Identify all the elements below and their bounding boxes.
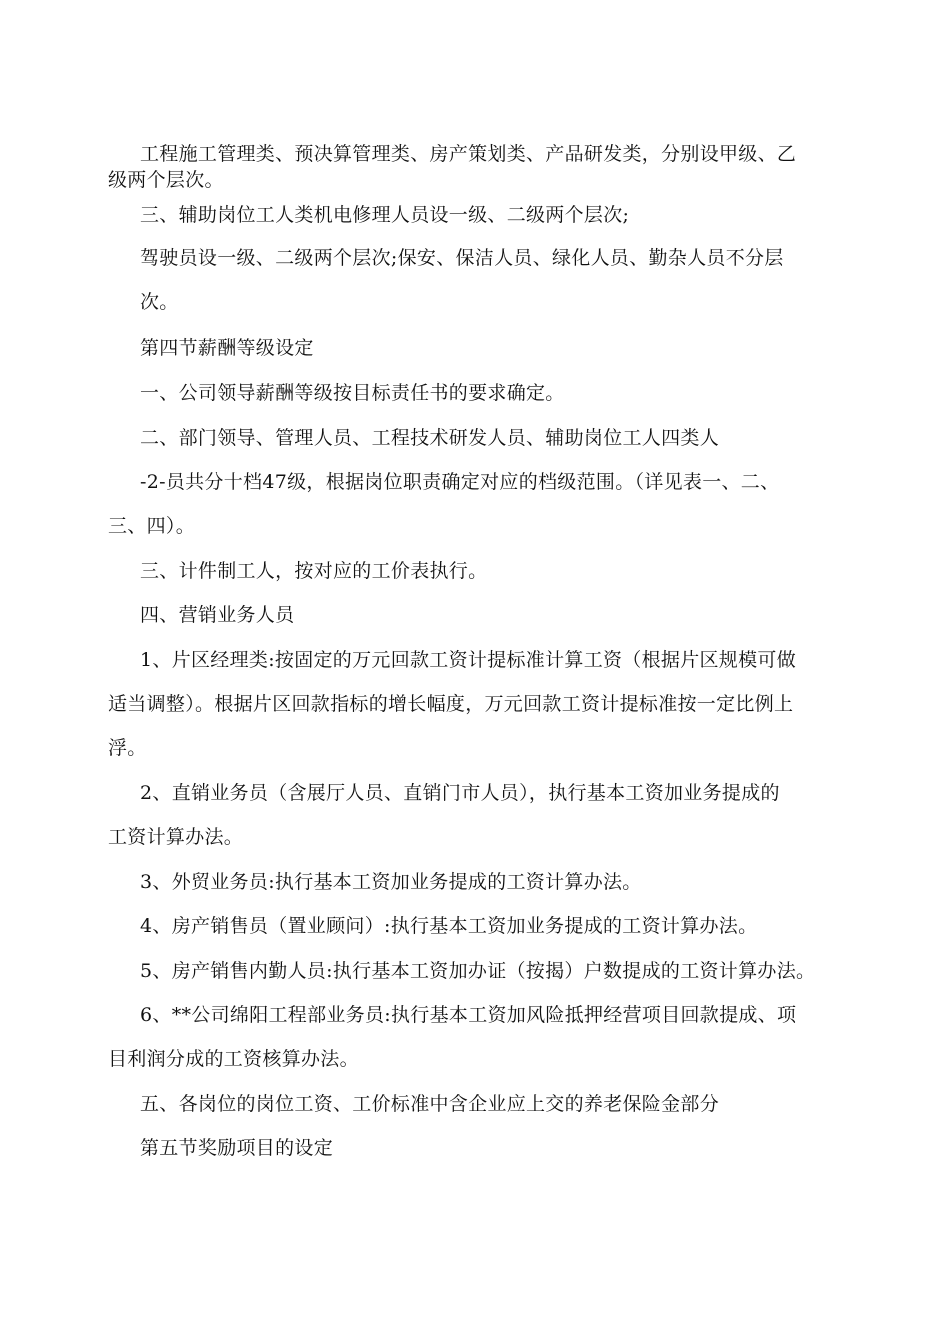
- paragraph-line: 2、直销业务员（含展厅人员、直销门市人员），执行基本工资加业务提成的: [140, 782, 780, 804]
- paragraph-line: 浮。: [108, 737, 147, 759]
- section-heading: 第四节薪酬等级设定: [140, 337, 314, 359]
- paragraph-line: 4、房产销售员（置业顾问）:执行基本工资加业务提成的工资计算办法。: [140, 915, 758, 937]
- section-heading: 第五节奖励项目的设定: [140, 1137, 334, 1159]
- paragraph-line: 三、辅助岗位工人类机电修理人员设一级、二级两个层次;: [140, 204, 630, 226]
- paragraph-line: 四、营销业务人员: [140, 604, 295, 626]
- paragraph-line: 级两个层次。: [108, 169, 224, 191]
- paragraph-line: 驾驶员设一级、二级两个层次;保安、保洁人员、绿化人员、勤杂人员不分层: [140, 247, 784, 269]
- paragraph-line: 3、外贸业务员:执行基本工资加业务提成的工资计算办法。: [140, 871, 642, 893]
- paragraph-line: 一、公司领导薪酬等级按目标责任书的要求确定。: [140, 382, 565, 404]
- paragraph-line: 1、片区经理类:按固定的万元回款工资计提标准计算工资（根据片区规模可做: [140, 649, 796, 671]
- paragraph-line: 五、各岗位的岗位工资、工价标准中含企业应上交的养老保险金部分: [140, 1093, 720, 1115]
- paragraph-line: 5、房产销售内勤人员:执行基本工资加办证（按揭）户数提成的工资计算办法。: [140, 960, 816, 982]
- paragraph-line: 工程施工管理类、预决算管理类、房产策划类、产品研发类，分别设甲级、乙: [140, 143, 797, 165]
- paragraph-line: 三、四）。: [108, 515, 196, 537]
- paragraph-line: 三、计件制工人，按对应的工价表执行。: [140, 560, 488, 582]
- paragraph-line: -2-员共分十档47级，根据岗位职责确定对应的档级范围。（详见表一、二、: [140, 471, 780, 493]
- paragraph-line: 6、**公司绵阳工程部业务员:执行基本工资加风险抵押经营项目回款提成、项: [140, 1004, 797, 1026]
- paragraph-line: 目利润分成的工资核算办法。: [108, 1048, 359, 1070]
- paragraph-line: 工资计算办法。: [108, 826, 244, 848]
- paragraph-line: 适当调整）。根据片区回款指标的增长幅度，万元回款工资计提标准按一定比例上: [108, 693, 794, 715]
- paragraph-line: 二、部门领导、管理人员、工程技术研发人员、辅助岗位工人四类人: [140, 427, 720, 449]
- paragraph-line: 次。: [140, 291, 179, 313]
